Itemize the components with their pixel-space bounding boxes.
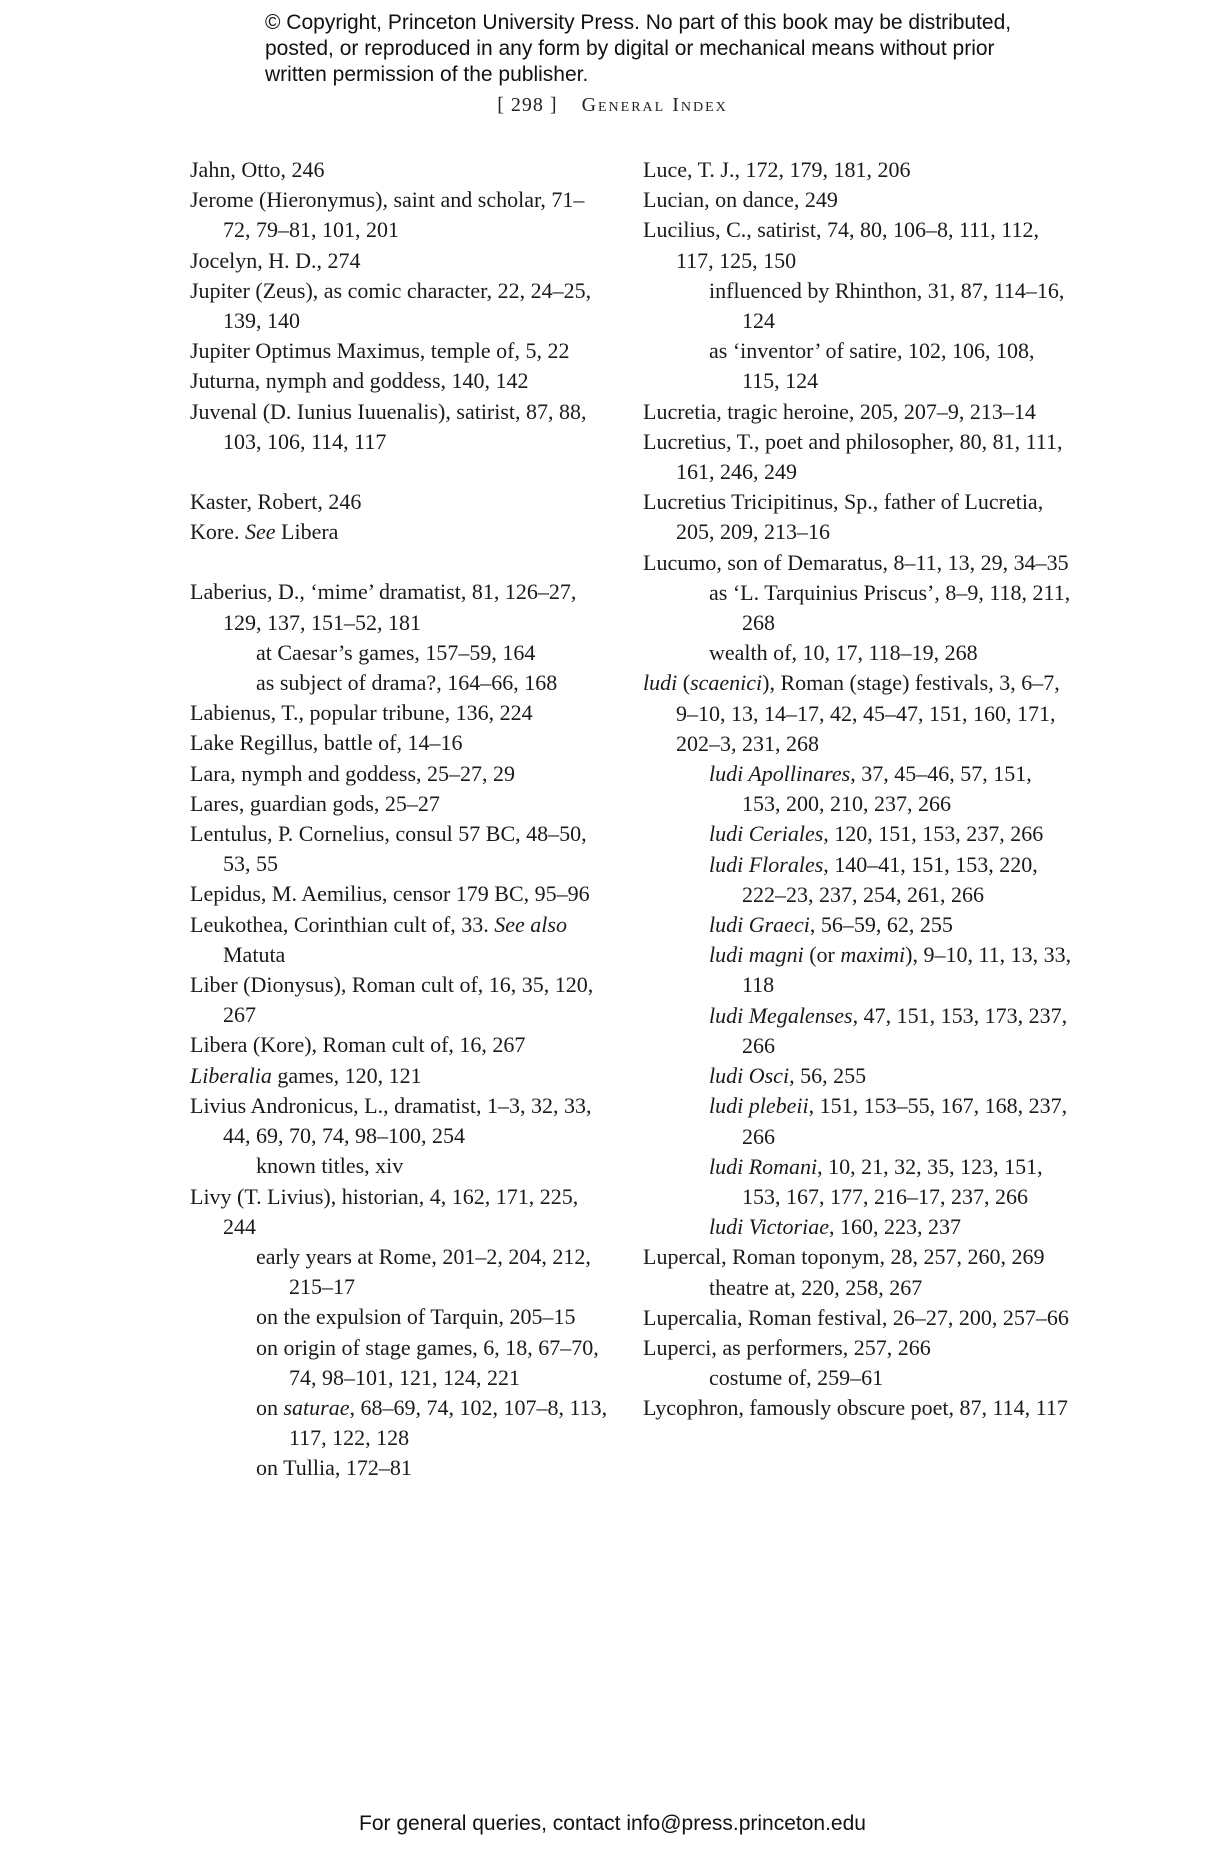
index-entry: Lucretius Tricipitinus, Sp., father of Lucretia, 205, 209, 213–16 <box>643 489 1044 545</box>
index-subentry: ludi Victoriae, 160, 223, 237 <box>709 1214 961 1240</box>
index-subentry: as subject of drama?, 164–66, 168 <box>256 670 558 696</box>
index-subentry: ludi Graeci, 56–59, 62, 255 <box>709 912 953 938</box>
index-entry: Lentulus, P. Cornelius, consul 57 BC, 48–50, 53, 55 <box>190 821 587 877</box>
index-column-left <box>190 155 610 1484</box>
index-subentry: costume of, 259–61 <box>709 1365 884 1391</box>
index-subentry: on origin of stage games, 6, 18, 67–70, 74, 98–101, 121, 124, 221 <box>256 1334 599 1390</box>
index-subentry: ludi plebeii, 151, 153–55, 167, 168, 237, 266 <box>709 1093 1068 1149</box>
copyright-notice: © Copyright, Princeton University Press. No part of this book may be distributed, posted, or reproduced in any form by digital or mechanical means without prior written permission of the publisher. <box>265 11 1012 86</box>
index-subentry: ludi Florales, 140–41, 151, 153, 220, 222–23, 237, 254, 261, 266 <box>709 851 1038 907</box>
index-entry: Jupiter Optimus Maximus, temple of, 5, 22 <box>190 338 570 364</box>
page-number: [ 298 ] <box>497 94 558 116</box>
index-subentry: on saturae, 68–69, 74, 102, 107–8, 113, 117, 122, 128 <box>256 1394 608 1451</box>
index-entry: Leukothea, Corinthian cult of, 33. See also Matuta <box>190 911 567 967</box>
index-entry: Livy (T. Livius), historian, 4, 162, 171, 225, 244 <box>190 1183 579 1239</box>
index-entry: Libera (Kore), Roman cult of, 16, 267 <box>190 1032 526 1058</box>
index-subentry: as ‘inventor’ of satire, 102, 106, 108, 115, 124 <box>709 338 1035 394</box>
index-entry: Jocelyn, H. D., 274 <box>190 247 361 273</box>
index-entry: Lepidus, M. Aemilius, censor 179 BC, 95–96 <box>190 881 590 907</box>
index-subentry: early years at Rome, 201–2, 204, 212, 215–17 <box>256 1243 591 1300</box>
index-entry: Luperci, as performers, 257, 266 <box>643 1334 931 1360</box>
letter-gap <box>190 547 610 577</box>
index-subentry: as ‘L. Tarquinius Priscus’, 8–9, 118, 211, 268 <box>709 579 1071 636</box>
running-head <box>0 94 1225 117</box>
footer-contact: For general queries, contact info@press.princeton.edu <box>359 1812 866 1835</box>
index-subentry: ludi Apollinares, 37, 45–46, 57, 151, 153, 200, 210, 237, 266 <box>709 761 1032 817</box>
index-entry: Juturna, nymph and goddess, 140, 142 <box>190 368 529 394</box>
index-entry: Jupiter (Zeus), as comic character, 22, 24–25, 139, 140 <box>190 277 592 334</box>
letter-gap <box>190 457 610 487</box>
index-subentry: ludi Megalenses, 47, 151, 153, 173, 237, 266 <box>709 1002 1068 1058</box>
index-subentry: on Tullia, 172–81 <box>256 1455 412 1481</box>
index-subentry: influenced by Rhinthon, 31, 87, 114–16, 124 <box>709 277 1065 334</box>
index-entry: Lucretius, T., poet and philosopher, 80, 81, 111, 161, 246, 249 <box>643 428 1063 485</box>
index-entry: Lara, nymph and goddess, 25–27, 29 <box>190 760 516 786</box>
index-entry: Kaster, Robert, 246 <box>190 489 362 515</box>
index-subentry: ludi magni (or maximi), 9–10, 11, 13, 33, 118 <box>709 942 1072 998</box>
index-entry: Liberalia games, 120, 121 <box>190 1062 422 1088</box>
index-entry: Lupercal, Roman toponym, 28, 257, 260, 269 <box>643 1244 1045 1270</box>
index-subentry: known titles, xiv <box>256 1153 404 1179</box>
index-subentry: on the expulsion of Tarquin, 205–15 <box>256 1304 576 1330</box>
index-entry: Liber (Dionysus), Roman cult of, 16, 35, 120, 267 <box>190 972 594 1028</box>
index-subentry: ludi Ceriales, 120, 151, 153, 237, 266 <box>709 821 1044 847</box>
index-entry: Lucretia, tragic heroine, 205, 207–9, 213–14 <box>643 398 1036 424</box>
index-entry: Lupercalia, Roman festival, 26–27, 200, 257–66 <box>643 1304 1069 1330</box>
index-subentry: at Caesar’s games, 157–59, 164 <box>256 639 536 665</box>
index-entry: Lake Regillus, battle of, 14–16 <box>190 730 463 756</box>
index-subentry: ludi Romani, 10, 21, 32, 35, 123, 151, 153, 167, 177, 216–17, 237, 266 <box>709 1153 1043 1209</box>
index-subentry: theatre at, 220, 258, 267 <box>709 1274 923 1300</box>
index-entry: Kore. See Libera <box>190 519 339 545</box>
index-entry: Lucian, on dance, 249 <box>643 187 838 213</box>
index-entry: Labienus, T., popular tribune, 136, 224 <box>190 700 533 726</box>
index-entry: Lycophron, famously obscure poet, 87, 114, 117 <box>643 1395 1068 1421</box>
index-entry: Jahn, Otto, 246 <box>190 157 325 182</box>
index-entry: Lucumo, son of Demaratus, 8–11, 13, 29, 34–35 <box>643 549 1069 575</box>
index-entry: Livius Andronicus, L., dramatist, 1–3, 32, 33, 44, 69, 70, 74, 98–100, 254 <box>190 1092 592 1149</box>
index-entry: Luce, T. J., 172, 179, 181, 206 <box>643 157 911 182</box>
index-entry: Lucilius, C., satirist, 74, 80, 106–8, 111, 112, 117, 125, 150 <box>643 217 1039 273</box>
index-subentry: wealth of, 10, 17, 118–19, 268 <box>709 640 978 666</box>
index-entry: Juvenal (D. Iunius Iuuenalis), satirist, 87, 88, 103, 106, 114, 117 <box>190 398 587 454</box>
index-column-right <box>643 155 1073 1424</box>
index-entry: Lares, guardian gods, 25–27 <box>190 790 440 816</box>
running-head-title: General Index <box>581 94 728 116</box>
index-entry: Laberius, D., ‘mime’ dramatist, 81, 126–27, 129, 137, 151–52, 181 <box>190 579 577 635</box>
index-subentry: ludi Osci, 56, 255 <box>709 1063 867 1089</box>
index-entry: Jerome (Hieronymus), saint and scholar, 71–72, 79–81, 101, 201 <box>190 187 585 243</box>
index-entry: ludi (scaenici), Roman (stage) festivals, 3, 6–7, 9–10, 13, 14–17, 42, 45–47, 151, 160, 171, 202–3, 231, 268 <box>643 670 1060 756</box>
